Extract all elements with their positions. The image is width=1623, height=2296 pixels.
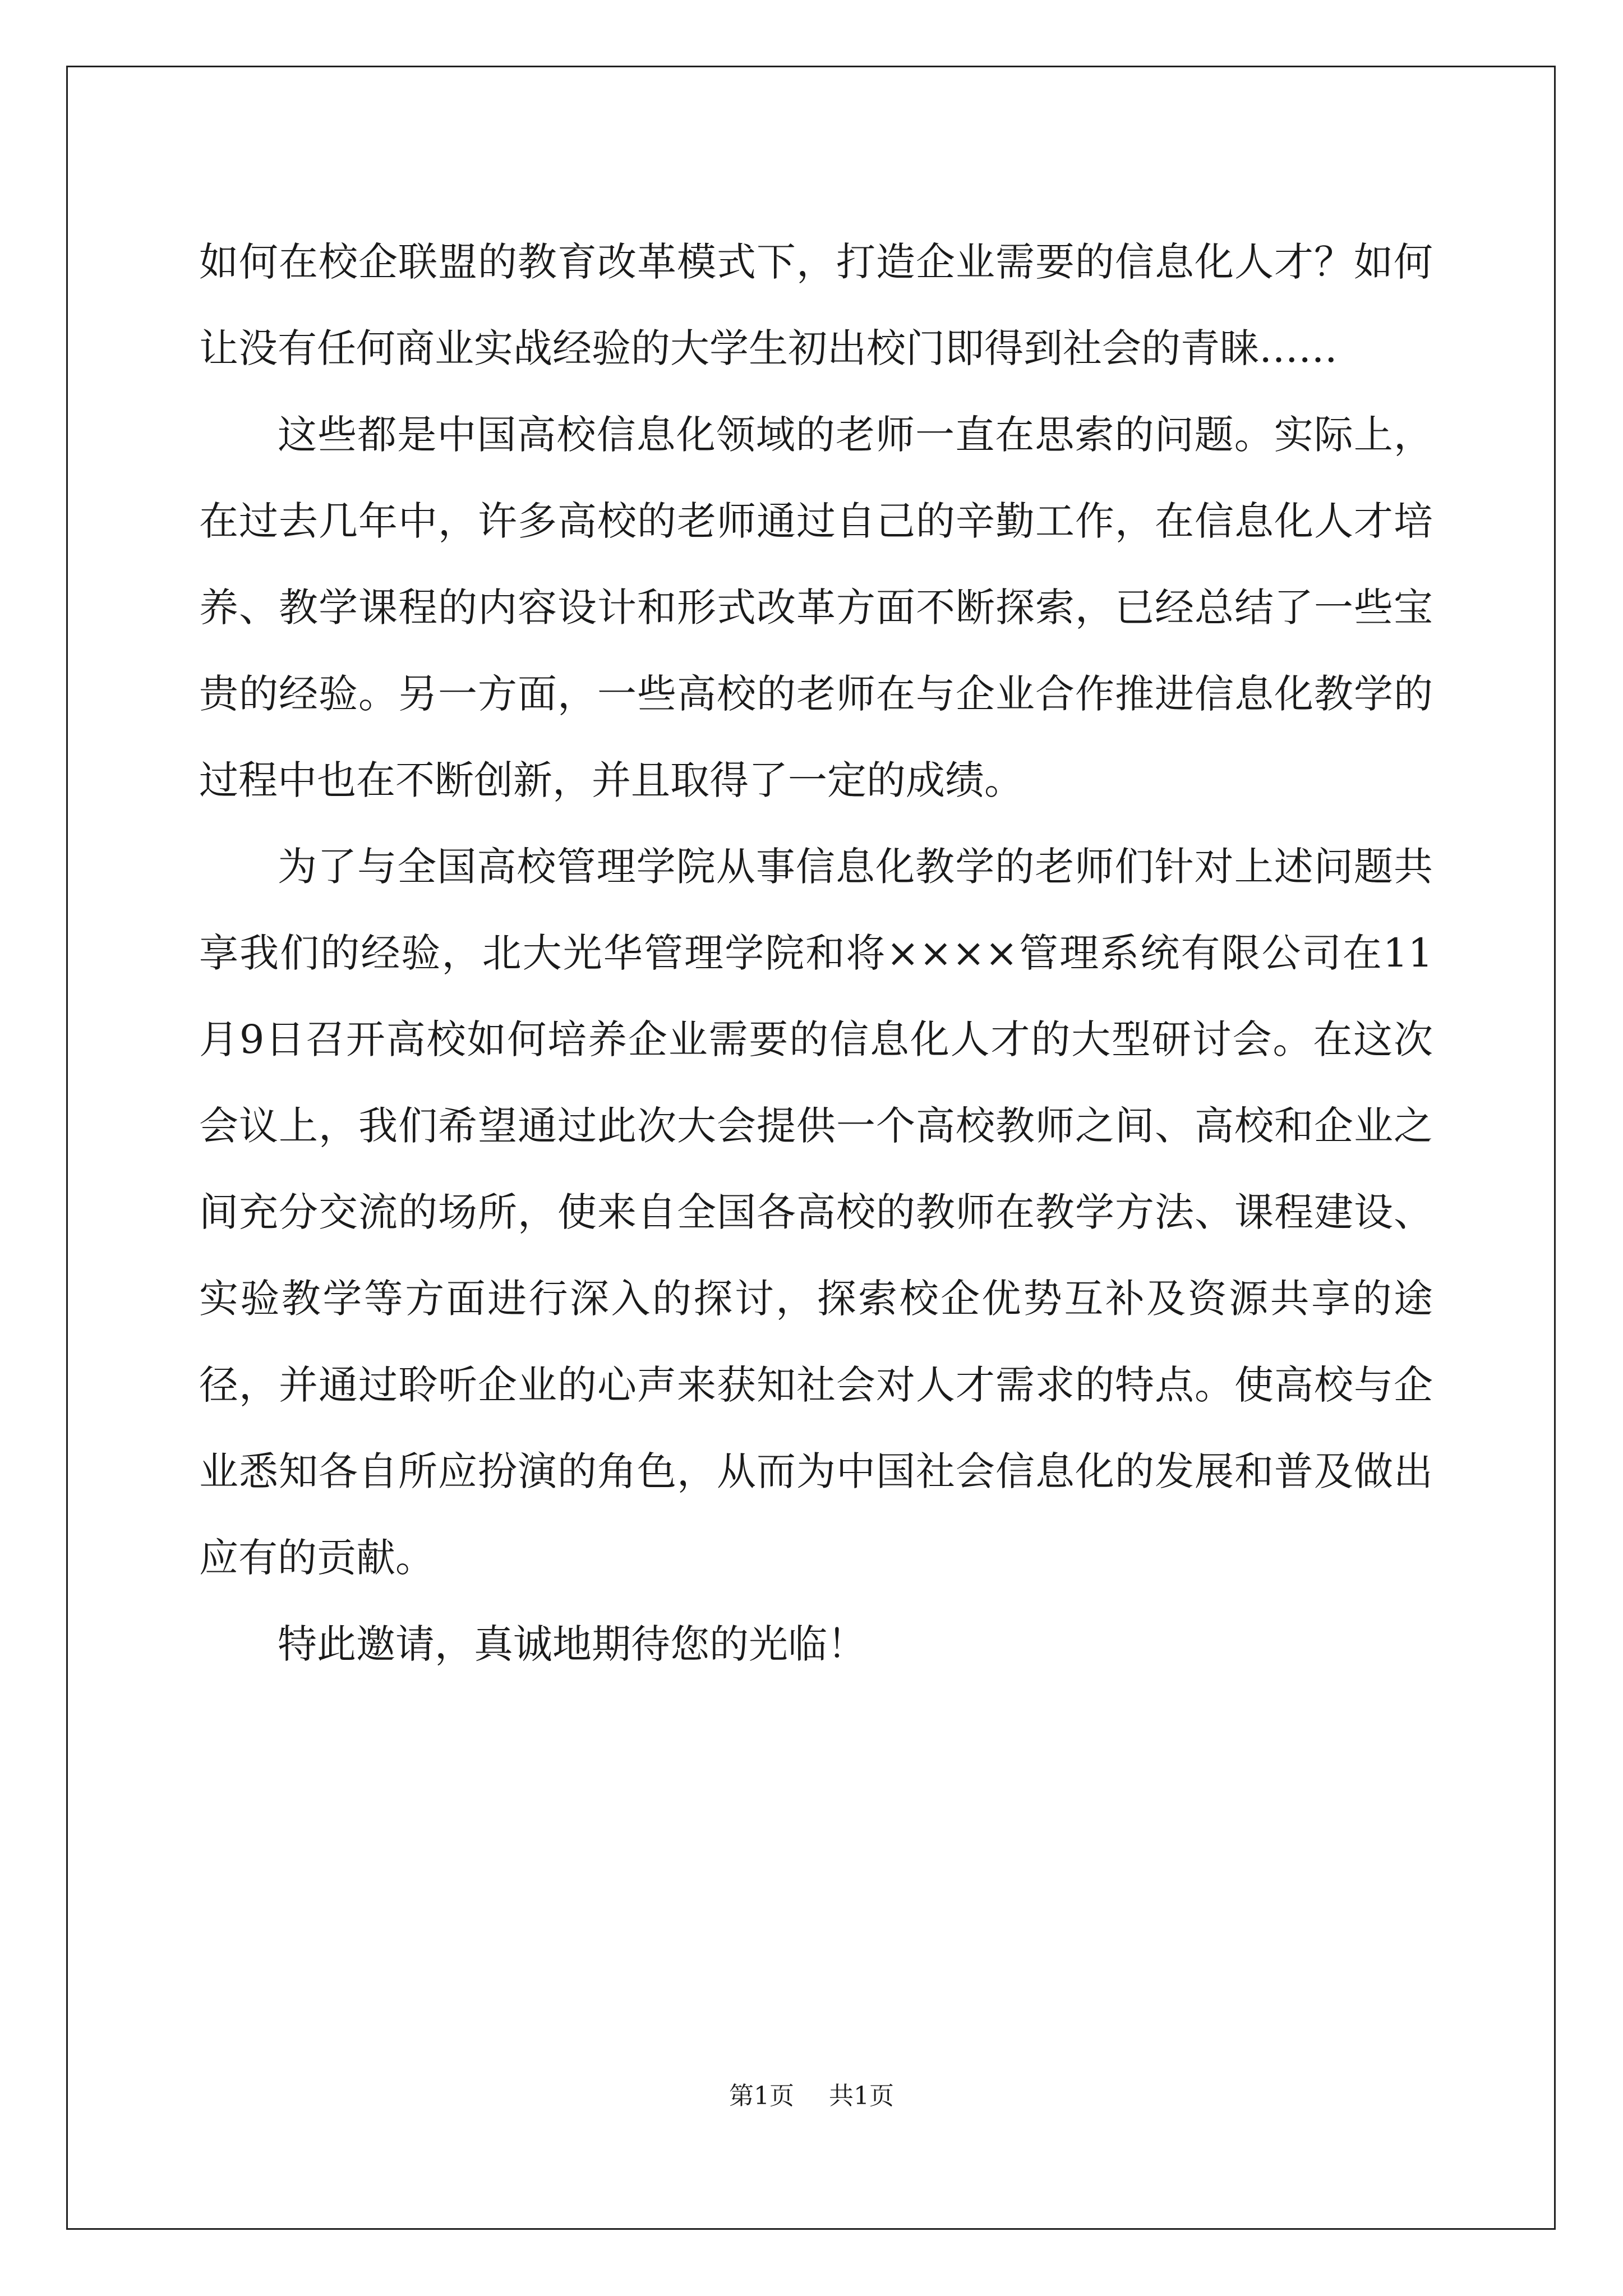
page-number-total: 共1页 xyxy=(829,2082,894,2110)
paragraph-background: 这些都是中国高校信息化领域的老师一直在思索的问题。实际上，在过去几年中，许多高校的老师通过自己的辛勤工作，在信息化人才培养、教学课程的内容设计和形式改革方面不断探索，已经总结了一些宝贵的经验。另一方面，一些高校的老师在与企业合作推进信息化教学的过程中也在不断创新，并且取得了一定的成绩。 xyxy=(199,412,1433,803)
paragraph-seminar: 为了与全国高校管理学院从事信息化教学的老师们针对上述问题共享我们的经验，北大光华管理学院和将××××管理系统有限公司在11月9日召开高校如何培养企业需要的信息化人才的大型研讨会。在这次会议上，我们希望通过此次大会提供一个高校教师之间、高校和企业之间充分交流的场所，使来自全国各高校的教师在教学方法、课程建设、实验教学等方面进行深入的探讨，探索校企优势互补及资源共享的途径，并通过聆听企业的心声来获知社会对人才需求的特点。使高校与企业悉知各自所应扮演的角色，从而为中国社会信息化的发展和普及做出应有的贡献。 xyxy=(199,844,1433,1581)
page-footer xyxy=(0,2076,1623,2111)
document-body xyxy=(199,219,1433,1687)
paragraph-intro: 如何在校企联盟的教育改革模式下，打造企业需要的信息化人才？如何让没有任何商业实战经验的大学生初出校门即得到社会的青睐…… xyxy=(199,239,1433,371)
paragraph-invitation: 特此邀请，真诚地期待您的光临！ xyxy=(278,1621,866,1667)
page-number-current: 第1页 xyxy=(729,2082,794,2110)
